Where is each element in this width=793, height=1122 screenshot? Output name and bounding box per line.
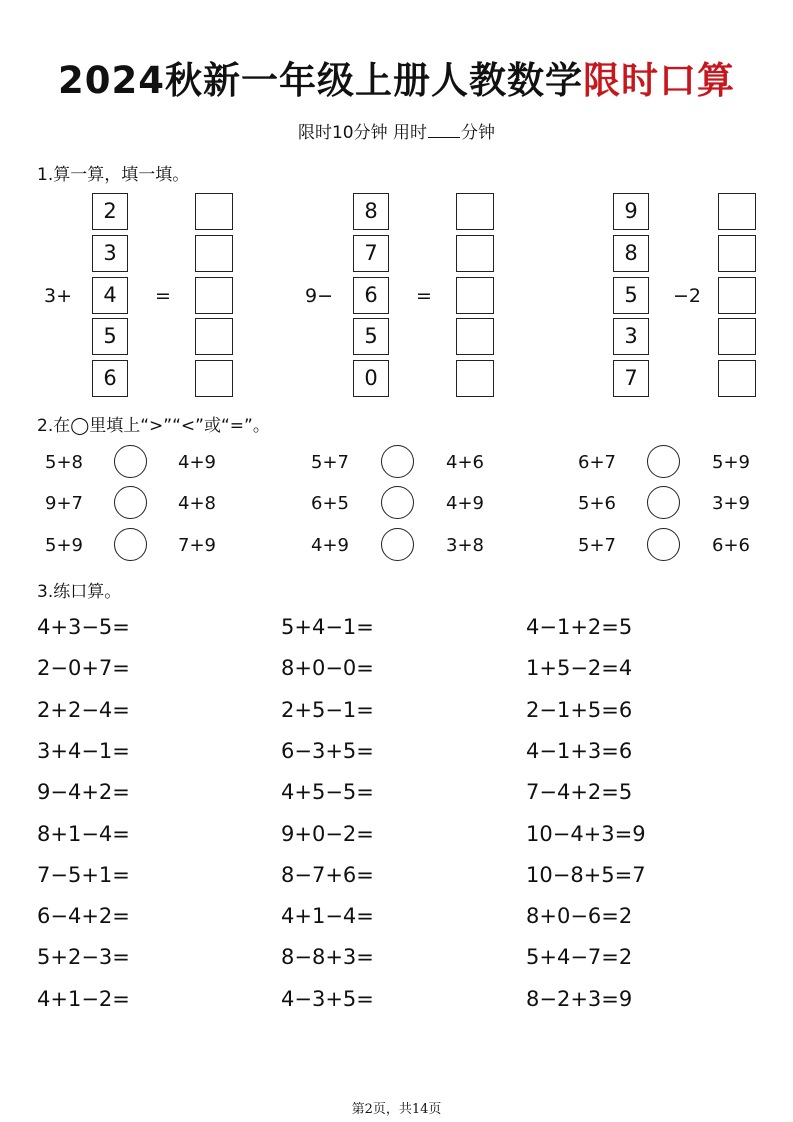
compare-right-expression: 4+9 xyxy=(178,452,216,473)
answer-box[interactable] xyxy=(456,360,494,397)
answer-box[interactable] xyxy=(195,318,233,355)
arithmetic-question: 2−1+5=6 xyxy=(526,697,633,722)
arithmetic-question: 1+5−2=4 xyxy=(526,656,633,681)
number-box: 7 xyxy=(613,360,649,397)
compare-circle[interactable] xyxy=(114,486,147,519)
arithmetic-question: 4+1−4= xyxy=(281,904,374,929)
answer-box[interactable] xyxy=(195,235,233,272)
arithmetic-question: 4+5−5= xyxy=(281,780,374,805)
arithmetic-question: 4+1−2= xyxy=(37,986,130,1011)
number-box: 6 xyxy=(92,360,128,397)
answer-box[interactable] xyxy=(456,277,494,314)
arithmetic-question: 10−8+5=7 xyxy=(526,862,646,887)
compare-left-expression: 6+7 xyxy=(578,452,616,473)
compare-left-expression: 6+5 xyxy=(311,493,349,514)
number-box: 3 xyxy=(92,235,128,272)
number-box: 5 xyxy=(353,318,389,355)
number-box: 4 xyxy=(92,277,128,314)
arithmetic-question: 4−3+5= xyxy=(281,986,374,1011)
compare-left-expression: 5+7 xyxy=(311,452,349,473)
arithmetic-question: 4−1+2=5 xyxy=(526,615,633,639)
compare-left-expression: 5+9 xyxy=(45,535,83,556)
compare-circle[interactable] xyxy=(381,445,414,478)
page-title xyxy=(0,50,793,104)
answer-box[interactable] xyxy=(456,235,494,272)
number-box: 0 xyxy=(353,360,389,397)
arithmetic-question: 2+5−1= xyxy=(281,697,374,722)
compare-left-expression: 5+7 xyxy=(578,535,616,556)
arithmetic-question: 8+1−4= xyxy=(37,821,130,846)
compare-left-expression: 5+6 xyxy=(578,493,616,514)
arithmetic-question: 9+0−2= xyxy=(281,821,374,846)
compare-circle[interactable] xyxy=(114,528,147,561)
arithmetic-question: 8+0−0= xyxy=(281,656,374,681)
compare-right-expression: 7+9 xyxy=(178,535,216,556)
compare-circle[interactable] xyxy=(381,528,414,561)
section1-heading: 1.算一算，填一填。 xyxy=(37,165,190,185)
arithmetic-question: 6−3+5= xyxy=(281,738,374,763)
arithmetic-question: 7−4+2=5 xyxy=(526,780,633,805)
answer-box[interactable] xyxy=(195,360,233,397)
time-used-blank[interactable] xyxy=(428,123,460,138)
compare-right-expression: 4+9 xyxy=(446,493,484,514)
answer-box[interactable] xyxy=(718,193,756,230)
arithmetic-question: 3+4−1= xyxy=(37,738,130,763)
operator-label: −2 xyxy=(673,285,702,307)
number-box: 3 xyxy=(613,318,649,355)
arithmetic-question: 5+4−1= xyxy=(281,615,374,639)
arithmetic-question: 7−5+1= xyxy=(37,862,130,887)
section3-heading: 3.练口算。 xyxy=(37,582,122,602)
compare-left-expression: 9+7 xyxy=(45,493,83,514)
operator-label: 9− xyxy=(305,285,334,307)
title-main: 2024秋新一年级上册人教数学 xyxy=(58,59,583,102)
arithmetic-question: 8−8+3= xyxy=(281,945,374,970)
answer-box[interactable] xyxy=(456,193,494,230)
compare-circle[interactable] xyxy=(647,445,680,478)
compare-right-expression: 4+6 xyxy=(446,452,484,473)
number-box: 5 xyxy=(613,277,649,314)
compare-left-expression: 5+8 xyxy=(45,452,83,473)
title-highlight: 限时口算 xyxy=(582,59,735,102)
answer-box[interactable] xyxy=(718,318,756,355)
compare-circle[interactable] xyxy=(647,486,680,519)
number-box: 5 xyxy=(92,318,128,355)
arithmetic-question: 9−4+2= xyxy=(37,780,130,805)
compare-right-expression: 3+8 xyxy=(446,535,484,556)
number-box: 8 xyxy=(353,193,389,230)
compare-left-expression: 4+9 xyxy=(311,535,349,556)
time-limit-line xyxy=(0,118,793,143)
time-limit-label: 限时10分钟 用时 xyxy=(297,123,428,143)
page-footer: 第2页，共14页 xyxy=(351,1102,442,1117)
compare-right-expression: 3+9 xyxy=(712,493,750,514)
equals-sign: = xyxy=(416,285,432,307)
number-box: 9 xyxy=(613,193,649,230)
number-box: 8 xyxy=(613,235,649,272)
compare-right-expression: 6+6 xyxy=(712,535,750,556)
arithmetic-question: 2−0+7= xyxy=(37,656,130,681)
answer-box[interactable] xyxy=(456,318,494,355)
section2-heading: 2.在◯里填上“>”“<”或“=”。 xyxy=(37,416,270,436)
arithmetic-question: 4+3−5= xyxy=(37,615,130,639)
equals-sign: = xyxy=(155,285,171,307)
arithmetic-question: 5+4−7=2 xyxy=(526,945,633,970)
answer-box[interactable] xyxy=(195,277,233,314)
compare-right-expression: 5+9 xyxy=(712,452,750,473)
compare-circle[interactable] xyxy=(381,486,414,519)
answer-box[interactable] xyxy=(718,277,756,314)
arithmetic-question: 5+2−3= xyxy=(37,945,130,970)
arithmetic-question: 8+0−6=2 xyxy=(526,904,633,929)
compare-circle[interactable] xyxy=(114,445,147,478)
number-box: 7 xyxy=(353,235,389,272)
arithmetic-question: 4−1+3=6 xyxy=(526,738,633,763)
number-box: 6 xyxy=(353,277,389,314)
answer-box[interactable] xyxy=(718,235,756,272)
answer-box[interactable] xyxy=(718,360,756,397)
arithmetic-question: 6−4+2= xyxy=(37,904,130,929)
arithmetic-question: 8−2+3=9 xyxy=(526,986,633,1011)
arithmetic-question: 8−7+6= xyxy=(281,862,374,887)
answer-box[interactable] xyxy=(195,193,233,230)
operator-label: 3+ xyxy=(44,285,73,307)
compare-right-expression: 4+8 xyxy=(178,493,216,514)
time-unit-label: 分钟 xyxy=(461,123,496,143)
arithmetic-question: 10−4+3=9 xyxy=(526,821,646,846)
compare-circle[interactable] xyxy=(647,528,680,561)
arithmetic-question: 2+2−4= xyxy=(37,697,130,722)
number-box: 2 xyxy=(92,193,128,230)
